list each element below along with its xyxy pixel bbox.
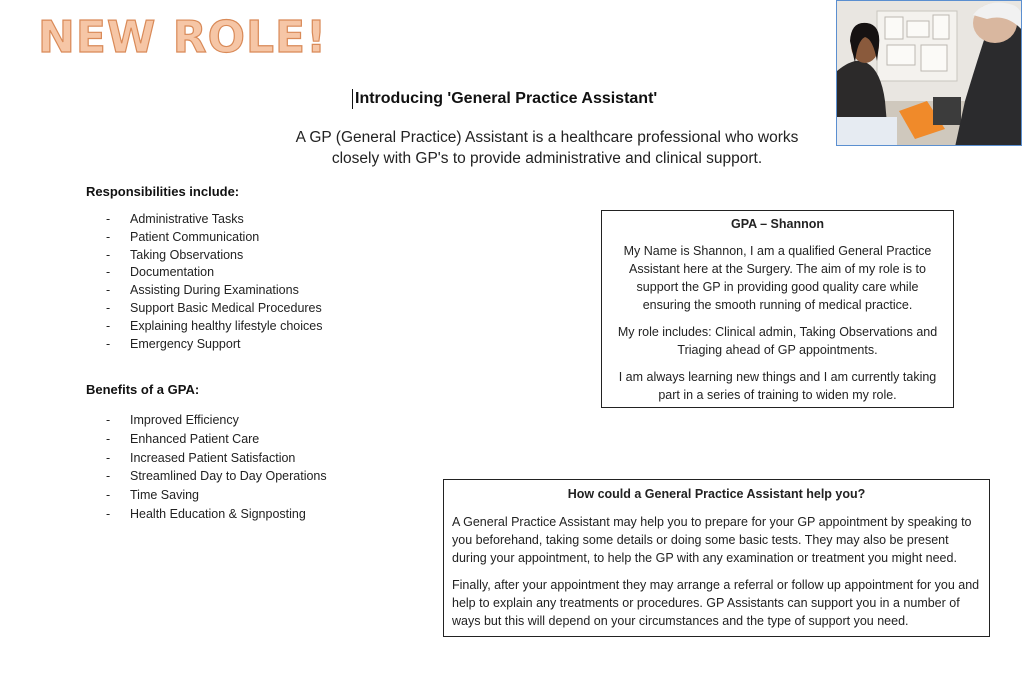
list-item: - Taking Observations (104, 247, 322, 265)
shannon-paragraph: My Name is Shannon, I am a qualified General Practice Assistant here at the Surgery. The aim of my role is to support the GP in providing good quality care while ensuring the smooth running of medical practice. (623, 244, 932, 312)
shannon-box-title: GPA – Shannon (730, 217, 825, 231)
list-item: - Documentation (104, 264, 322, 282)
responsibilities-list (104, 211, 322, 353)
responsibilities-heading: Responsibilities include: (86, 184, 240, 199)
list-item: - Time Saving (104, 486, 327, 505)
benefits-list (104, 411, 327, 524)
intro-title: Introducing 'General Practice Assistant' (352, 89, 695, 109)
help-paragraph: Finally, after your appointment they may arrange a referral or follow up appointment for you and help to explain any treatments or procedures. GP Assistants can support you in a number of ways but this will depend on your circumstances and the type of support you need. (452, 578, 980, 628)
help-box-title: How could a General Practice Assistant help you? (567, 487, 866, 501)
shannon-paragraph: I am always learning new things and I am currently taking part in a series of training to widen my role. (618, 370, 937, 402)
list-item: - Assisting During Examinations (104, 282, 322, 300)
intro-description: A GP (General Practice) Assistant is a healthcare professional who works closely with GP's to provide administrative and clinical support. (295, 129, 799, 167)
list-item: - Patient Communication (104, 229, 322, 247)
shannon-paragraph: My role includes: Clinical admin, Taking Observations and Triaging ahead of GP appointments. (617, 325, 938, 357)
list-item: - Health Education & Signposting (104, 505, 327, 524)
list-item: - Streamlined Day to Day Operations (104, 467, 327, 486)
list-item: - Increased Patient Satisfaction (104, 449, 327, 468)
headline: NEW ROLE! (38, 12, 328, 63)
list-item: - Support Basic Medical Procedures (104, 300, 322, 318)
list-item: - Enhanced Patient Care (104, 430, 327, 449)
list-item: - Explaining healthy lifestyle choices (104, 318, 322, 336)
help-info-box (443, 479, 990, 637)
list-item: - Improved Efficiency (104, 411, 327, 430)
shannon-profile-box (601, 210, 954, 408)
list-item: - Administrative Tasks (104, 211, 322, 229)
help-paragraph: A General Practice Assistant may help you to prepare for your GP appointment by speaking to you beforehand, taking some details or doing some basic tests. They may also be present during your appointment, to help the GP with any examination or treatment you might need. (452, 515, 972, 565)
benefits-heading: Benefits of a GPA: (86, 382, 200, 397)
consultation-photo (836, 0, 1022, 146)
list-item: - Emergency Support (104, 336, 322, 354)
